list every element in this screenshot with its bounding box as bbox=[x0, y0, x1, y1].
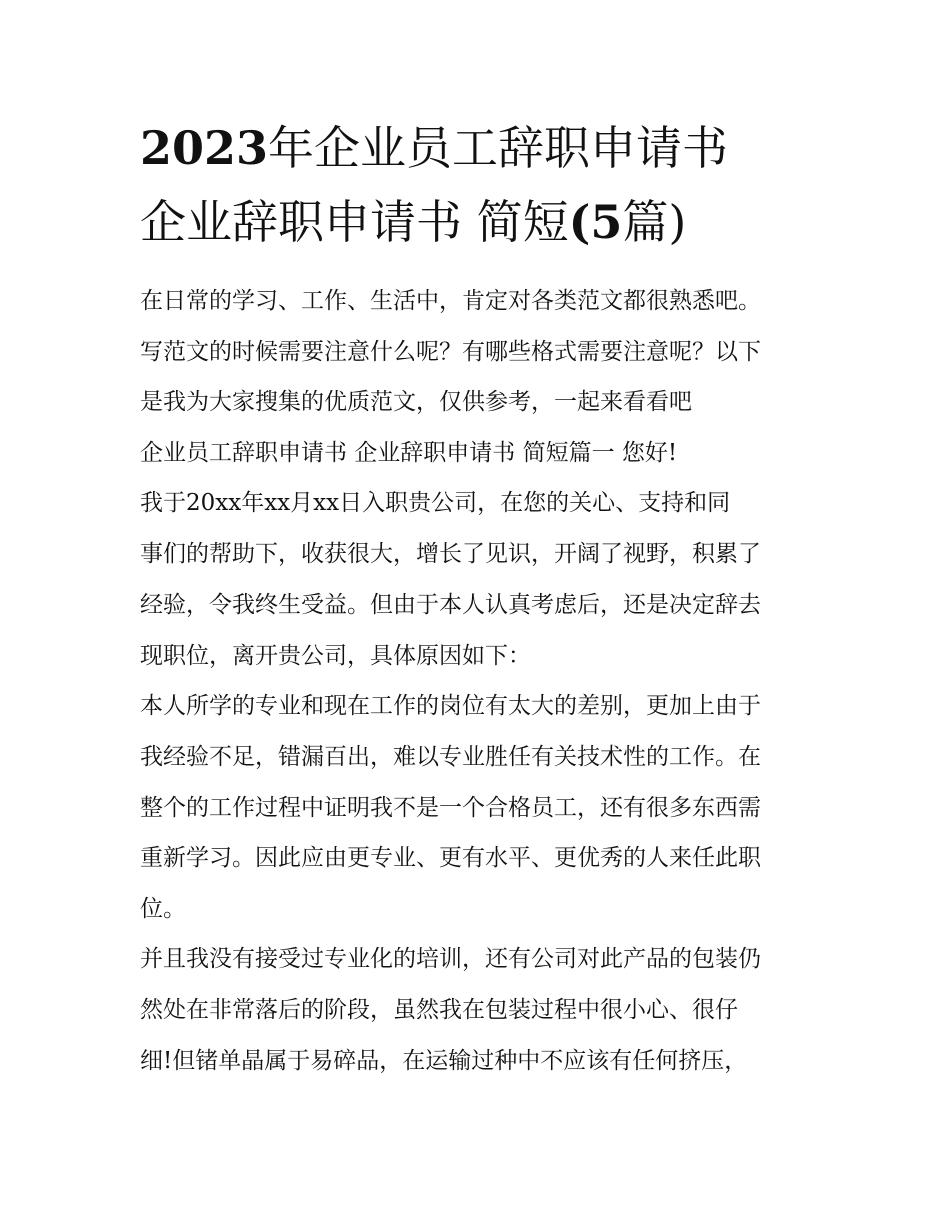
body-line: 是我为大家搜集的优质范文，仅供参考，一起来看看吧 bbox=[140, 389, 692, 415]
body-line: 现职位，离开贵公司，具体原因如下： bbox=[140, 643, 531, 669]
body-line: 我于20xx年xx月xx日入职贵公司，在您的关心、支持和同 bbox=[140, 490, 731, 516]
body-line: 写范文的时候需要注意什么呢？有哪些格式需要注意呢？以下 bbox=[140, 339, 761, 365]
title-line-2-text: 企业辞职申请书 简短 bbox=[140, 195, 569, 249]
body-line: 我经验不足，错漏百出，难以专业胜任有关技术性的工作。在 bbox=[140, 744, 761, 770]
title-line-1 bbox=[140, 122, 840, 174]
body-line: 并且我没有接受过专业化的培训，还有公司对此产品的包装仍 bbox=[140, 946, 761, 972]
body-line: 重新学习。因此应由更专业、更有水平、更优秀的人来任此职 bbox=[140, 845, 761, 871]
body-line: 在日常的学习、工作、生活中，肯定对各类范文都很熟悉吧。 bbox=[140, 288, 761, 314]
title-year: 2023 bbox=[140, 121, 269, 175]
body-line: 然处在非常落后的阶段，虽然我在包装过程中很小心、很仔 bbox=[140, 997, 738, 1023]
body-line: 经验，令我终生受益。但由于本人认真考虑后，还是决定辞去 bbox=[140, 592, 761, 618]
body-line: 位。 bbox=[140, 896, 186, 922]
body-line: 细!但锗单晶属于易碎品，在运输过种中不应该有任何挤压， bbox=[140, 1048, 748, 1074]
title-line-2-end: 篇) bbox=[622, 195, 687, 249]
title-line-1-text: 年企业员工辞职申请书 bbox=[268, 121, 729, 175]
body-line: 企业员工辞职申请书 企业辞职申请书 简短篇一 您好! bbox=[140, 440, 678, 466]
body-line: 本人所学的专业和现在工作的岗位有太大的差别，更加上由于 bbox=[140, 693, 761, 719]
body-line: 整个的工作过程中证明我不是一个合格员工，还有很多东西需 bbox=[140, 795, 761, 821]
title-line-2 bbox=[140, 196, 840, 248]
title-line-2-count: (5 bbox=[568, 195, 623, 249]
body-line: 事们的帮助下，收获很大，增长了见识，开阔了视野，积累了 bbox=[140, 541, 761, 567]
